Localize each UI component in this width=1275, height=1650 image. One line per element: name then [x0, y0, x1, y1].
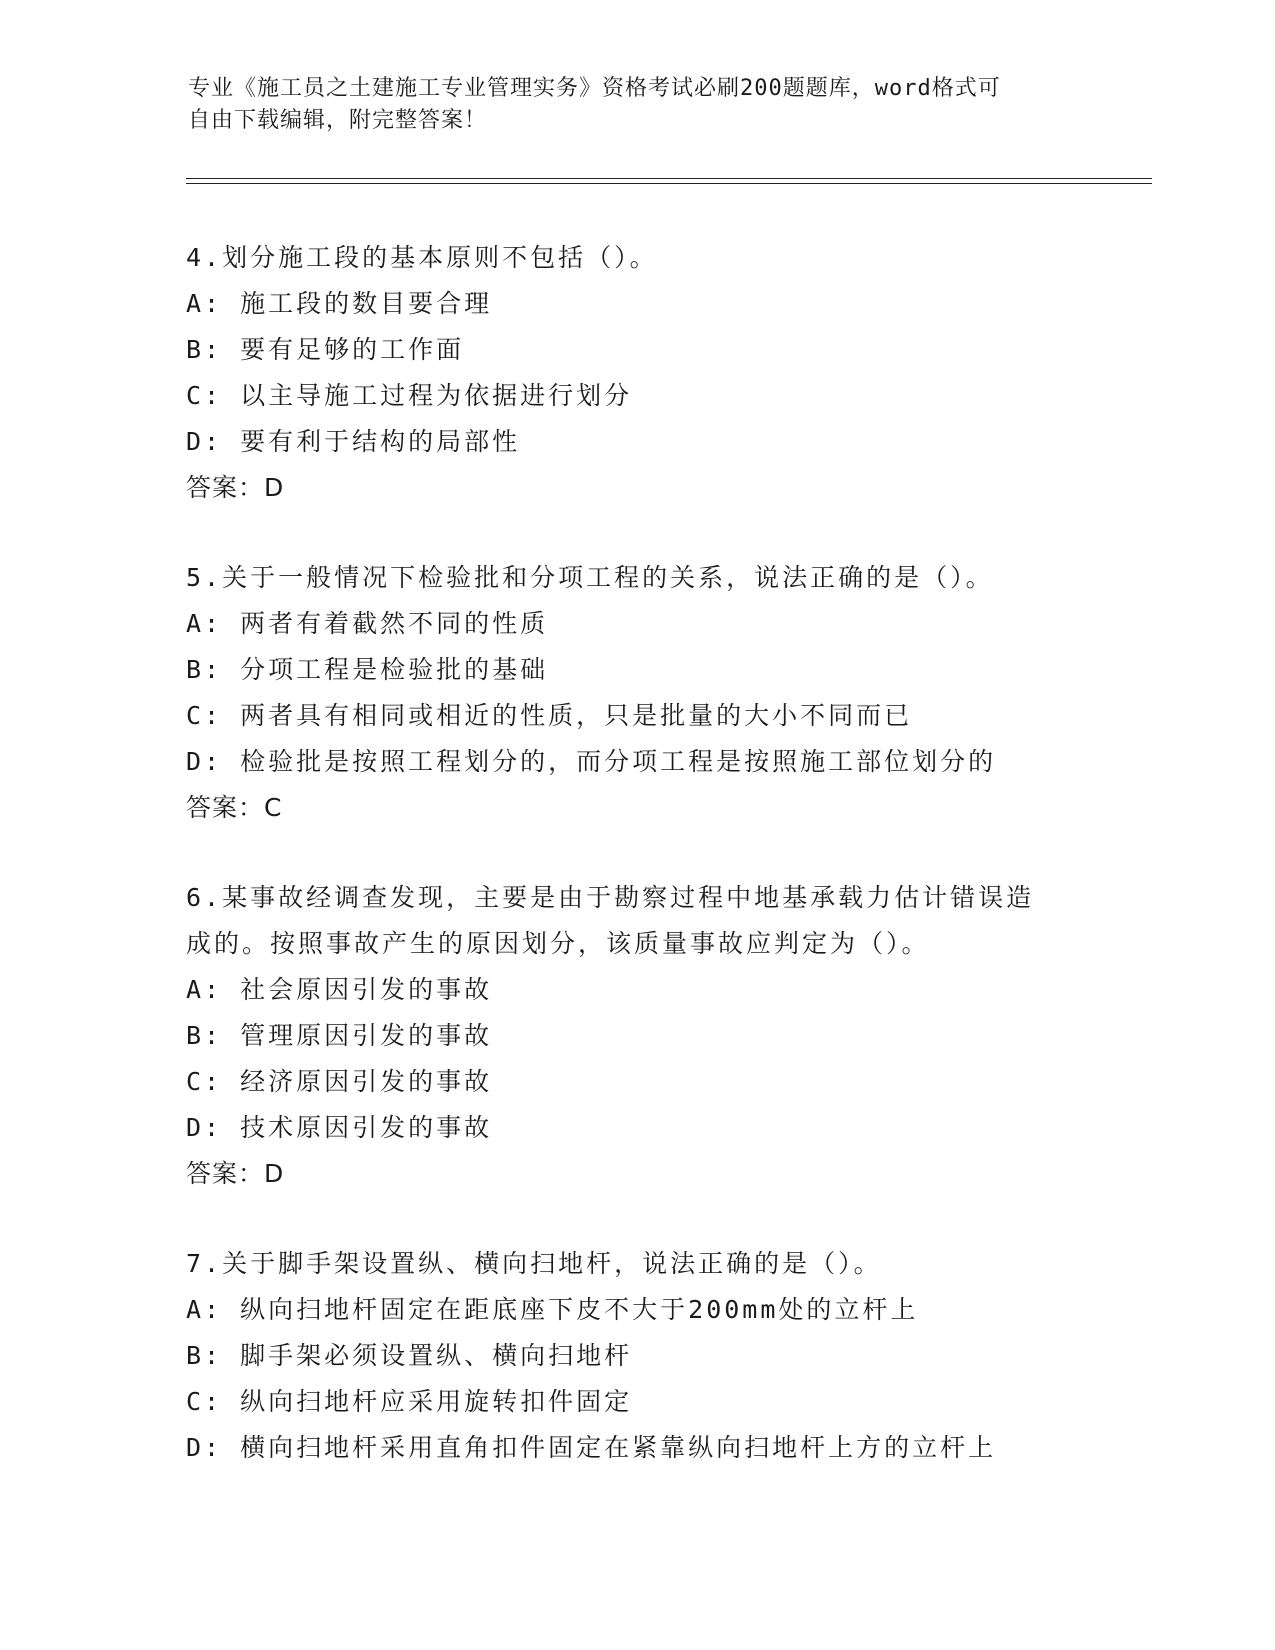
option-b: B: 脚手架必须设置纵、横向扫地杆: [186, 1341, 633, 1370]
header-divider-top: [186, 178, 1152, 179]
answer: 答案：C: [186, 793, 283, 822]
header-line-1: 专业《施工员之土建施工专业管理实务》资格考试必刷200题题库，word格式可: [188, 76, 1001, 101]
option-b: B: 要有足够的工作面: [186, 335, 465, 364]
answer: 答案：D: [186, 1159, 285, 1188]
question-stem-cont: 成的。按照事故产生的原因划分，该质量事故应判定为（）。: [186, 929, 930, 958]
option-a: A: 社会原因引发的事故: [186, 975, 493, 1004]
option-a: A: 施工段的数目要合理: [186, 289, 493, 318]
option-b: B: 分项工程是检验批的基础: [186, 655, 549, 684]
question-7: [186, 1241, 1146, 1471]
option-c: C: 两者具有相同或相近的性质，只是批量的大小不同而已: [186, 701, 913, 730]
option-d: D: 要有利于结构的局部性: [186, 427, 521, 456]
option-d: D: 技术原因引发的事故: [186, 1113, 493, 1142]
question-stem: 5.关于一般情况下检验批和分项工程的关系，说法正确的是（）。: [186, 563, 994, 592]
option-a: A: 两者有着截然不同的性质: [186, 609, 549, 638]
question-stem: 6.某事故经调查发现，主要是由于勘察过程中地基承载力估计错误造: [186, 883, 1035, 912]
option-c: C: 经济原因引发的事故: [186, 1067, 493, 1096]
question-stem: 7.关于脚手架设置纵、横向扫地杆，说法正确的是（）。: [186, 1249, 882, 1278]
option-d: D: 横向扫地杆采用直角扣件固定在紧靠纵向扫地杆上方的立杆上: [186, 1433, 997, 1462]
question-6: [186, 875, 1146, 1197]
option-b: B: 管理原因引发的事故: [186, 1021, 493, 1050]
question-list: [186, 235, 1146, 1471]
question-4: [186, 235, 1146, 511]
option-c: C: 纵向扫地杆应采用旋转扣件固定: [186, 1387, 633, 1416]
option-a: A: 纵向扫地杆固定在距底座下皮不大于200mm处的立杆上: [186, 1295, 919, 1324]
option-c: C: 以主导施工过程为依据进行划分: [186, 381, 633, 410]
header-line-2: 自由下载编辑，附完整答案！: [188, 108, 488, 133]
question-5: [186, 555, 1146, 831]
option-d: D: 检验批是按照工程划分的，而分项工程是按照施工部位划分的: [186, 747, 997, 776]
answer: 答案：D: [186, 473, 285, 502]
document-header: [188, 73, 1068, 137]
question-stem: 4.划分施工段的基本原则不包括（）。: [186, 243, 658, 272]
header-divider-bottom: [186, 183, 1152, 184]
